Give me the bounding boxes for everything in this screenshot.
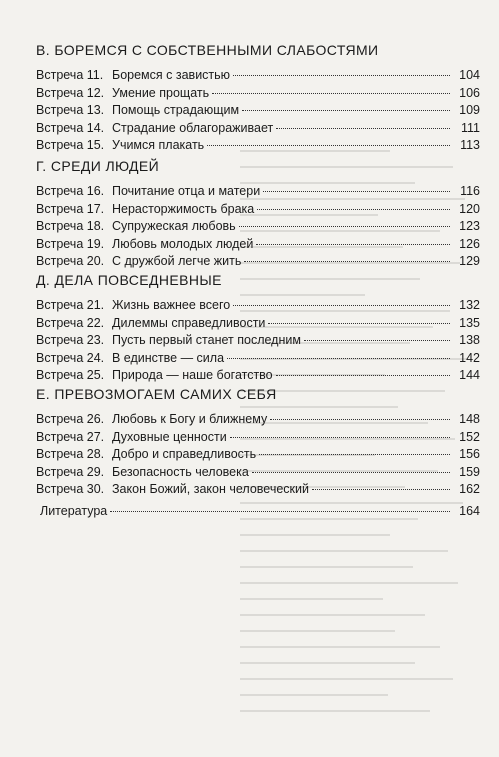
entry-label: Встреча 30. — [36, 482, 105, 496]
dot-leader — [242, 110, 450, 111]
entry-page: 159 — [459, 464, 480, 479]
entry-label: Встреча 18. — [36, 219, 105, 233]
entry-page: 138 — [459, 333, 480, 347]
dot-leader — [212, 93, 450, 94]
toc-entry — [36, 183, 480, 201]
dot-leader — [276, 128, 450, 129]
toc-entry — [36, 481, 480, 499]
entry-title: Пусть первый станет последним — [112, 333, 301, 347]
entry-page: 106 — [459, 85, 480, 100]
entry-label: Встреча 21. — [36, 298, 105, 312]
entry-label: Встреча 15. — [36, 138, 105, 152]
entry-title: Помощь страдающим — [112, 103, 240, 117]
dot-leader — [244, 261, 450, 262]
entry-label: Встреча 27. — [36, 429, 105, 444]
entry-page: 132 — [459, 298, 480, 312]
toc-section-g — [36, 158, 480, 271]
entry-page: 104 — [459, 68, 480, 82]
toc-literature — [36, 503, 480, 521]
dot-leader — [312, 489, 450, 490]
dot-leader — [233, 305, 450, 306]
entry-title: Страдание облагораживает — [112, 120, 274, 135]
entry-page: 152 — [459, 429, 480, 444]
entry-title: Природа — наше богатство — [112, 368, 273, 382]
toc-section-d — [36, 272, 480, 385]
toc-entry — [36, 411, 480, 429]
toc-entry — [36, 137, 480, 155]
entry-label: Встреча 29. — [36, 464, 105, 479]
toc-entry-literature — [36, 503, 480, 521]
section-title: В. БОРЕМСЯ С СОБСТВЕННЫМИ СЛАБОСТЯМИ — [36, 42, 379, 58]
dot-leader — [239, 226, 450, 227]
dot-leader — [230, 437, 450, 438]
entry-title: Любовь к Богу и ближнему — [112, 412, 268, 426]
toc-entry — [36, 85, 480, 103]
toc-entry — [36, 218, 480, 236]
entry-label: Встреча 25. — [36, 368, 105, 382]
dot-leader — [257, 209, 450, 210]
entry-label: Встреча 24. — [36, 350, 105, 365]
toc-entry — [36, 367, 480, 385]
section-title: Е. ПРЕВОЗМОГАЕМ САМИХ СЕБЯ — [36, 386, 277, 402]
entry-label: Встреча 20. — [36, 254, 105, 268]
entry-title: С дружбой легче жить — [112, 254, 242, 268]
dot-leader — [304, 340, 450, 341]
toc-entry — [36, 446, 480, 464]
entry-page: 156 — [459, 447, 480, 461]
toc-section-v — [36, 42, 480, 155]
toc-entry — [36, 236, 480, 254]
dot-leader — [252, 472, 450, 473]
entry-title: Дилеммы справедливости — [112, 315, 266, 330]
toc-entry — [36, 253, 480, 271]
dot-leader — [270, 419, 450, 420]
entry-page: 109 — [459, 103, 480, 117]
toc-entry — [36, 429, 480, 447]
dot-leader — [276, 375, 450, 376]
entry-label: Встреча 13. — [36, 103, 105, 117]
entry-title: Боремся с завистью — [112, 68, 231, 82]
dot-leader — [227, 358, 450, 359]
toc-entry — [36, 332, 480, 350]
toc-entry — [36, 350, 480, 368]
entry-title: В единстве — сила — [112, 350, 225, 365]
entry-title: Закон Божий, закон человеческий — [112, 482, 309, 496]
entry-title: Нерасторжимость брака — [112, 201, 255, 216]
entry-title: Супружеская любовь — [112, 219, 236, 233]
entry-page: 126 — [459, 236, 480, 251]
entry-page: 120 — [459, 201, 480, 216]
dot-leader — [233, 75, 450, 76]
entry-page: 142 — [459, 350, 480, 365]
toc-entry — [36, 464, 480, 482]
toc-entry — [36, 120, 480, 138]
entry-page: 123 — [459, 219, 480, 233]
toc-entry — [36, 201, 480, 219]
section-title: Д. ДЕЛА ПОВСЕДНЕВНЫЕ — [36, 272, 222, 288]
entry-title: Умение прощать — [112, 85, 210, 100]
toc-entry — [36, 315, 480, 333]
entry-page: 135 — [459, 315, 480, 330]
toc-entry — [36, 67, 480, 85]
entry-title: Добро и справедливость — [112, 447, 257, 461]
dot-leader — [110, 511, 450, 512]
entry-label: Встреча 17. — [36, 201, 105, 216]
entry-title: Жизнь важнее всего — [112, 298, 231, 312]
entry-title: Почитание отца и матери — [112, 184, 261, 198]
entry-label: Встреча 14. — [36, 120, 105, 135]
literature-title: Литература — [40, 504, 108, 518]
entry-page: 129 — [459, 254, 480, 268]
entry-title: Духовные ценности — [112, 429, 227, 444]
entry-label: Встреча 19. — [36, 236, 105, 251]
entry-label: Встреча 22. — [36, 315, 105, 330]
entry-page: 162 — [459, 482, 480, 496]
dot-leader — [256, 244, 450, 245]
entry-label: Встреча 26. — [36, 412, 105, 426]
toc-section-e — [36, 386, 480, 499]
dot-leader — [259, 454, 450, 455]
entry-title: Любовь молодых людей — [112, 236, 254, 251]
dot-leader — [207, 145, 450, 146]
entry-label: Встреча 16. — [36, 184, 105, 198]
dot-leader — [263, 191, 450, 192]
toc-entry — [36, 297, 480, 315]
entry-page: 144 — [459, 368, 480, 382]
literature-page: 164 — [459, 504, 480, 518]
entry-title: Учимся плакать — [112, 138, 205, 152]
entry-label: Встреча 12. — [36, 85, 105, 100]
entry-label: Встреча 11. — [36, 68, 104, 82]
entry-label: Встреча 23. — [36, 333, 105, 347]
entry-label: Встреча 28. — [36, 447, 105, 461]
entry-page: 148 — [459, 412, 480, 426]
entry-page: 116 — [460, 184, 480, 198]
section-title: Г. СРЕДИ ЛЮДЕЙ — [36, 158, 160, 174]
toc-entry — [36, 102, 480, 120]
entry-title: Безопасность человека — [112, 464, 249, 479]
entry-page: 113 — [460, 138, 480, 152]
dot-leader — [268, 323, 450, 324]
entry-page: 111 — [460, 120, 480, 135]
